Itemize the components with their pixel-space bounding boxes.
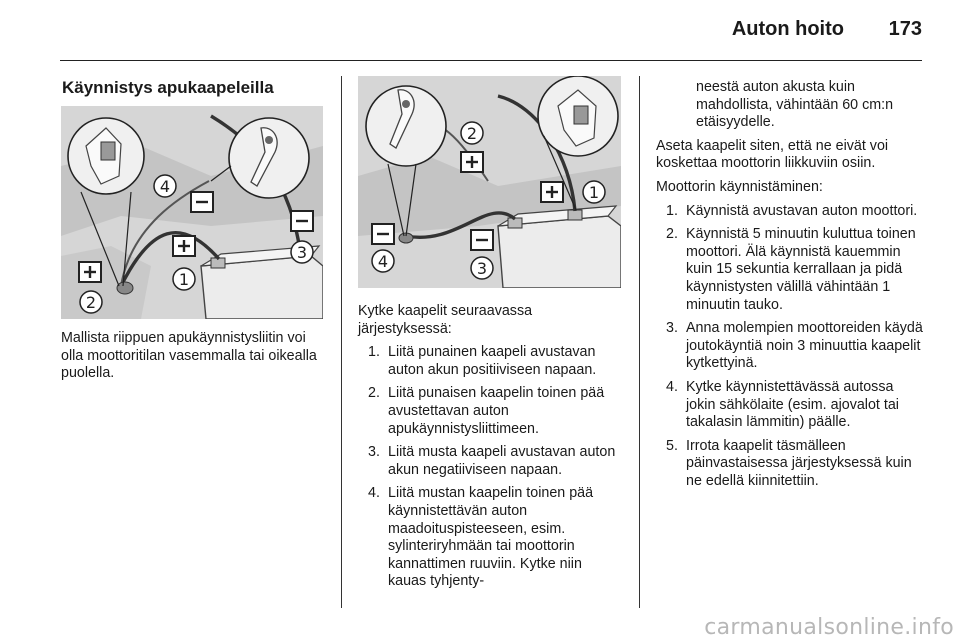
page-number: 173 <box>888 18 922 40</box>
figure1-label-3: 3 <box>296 243 308 262</box>
step-text: Liitä mustan kaapelin toinen pää käynnistettävän auton maadoituspisteeseen, esim. sylinteriryhmään tai moottorin kannattimen ruuviin. Kytke niin kauas tyhjenty- <box>388 485 594 590</box>
section-title: Käynnistys apukaapeleilla <box>62 78 274 97</box>
connection-step <box>368 344 623 379</box>
header-rule <box>60 60 922 61</box>
step-number: 4. <box>368 485 380 502</box>
connector-location-note: Mallista riippuen apukäynnistysliitin voi olla moottoritilan vasemmalla tai oikealla puolella. <box>61 330 317 382</box>
figure1-label-4: 4 <box>159 177 171 196</box>
page-header <box>60 0 922 62</box>
figure2-label-2: 2 <box>466 124 478 143</box>
engine-start-heading: Moottorin käynnistäminen: <box>656 178 823 195</box>
connection-step <box>368 485 623 591</box>
connection-step <box>368 385 623 438</box>
step-text: Irrota kaapelit täsmälleen päinvastaisessa järjestyksessä kuin ne edellä kiinnitettiin. <box>686 437 912 489</box>
figure2-label-1: 1 <box>588 183 600 202</box>
step-text: Anna molempien moottoreiden käydä joutokäyntiä noin 3 minuuttia kaapelit kytkettyinä. <box>686 320 923 372</box>
cable-placement-note: Aseta kaapelit siten, että ne eivät voi koskettaa moottorin liikkuviin osiin. <box>656 137 889 172</box>
step-text: Kytke käynnistettävässä autossa jokin sähkölaite (esim. ajovalot tai takalasin lämmitin) päälle. <box>686 378 899 431</box>
column-divider-right <box>639 76 640 608</box>
column-1-text <box>61 330 323 383</box>
connection-step <box>368 444 623 479</box>
start-step <box>666 320 924 373</box>
start-step <box>666 226 924 314</box>
step-number: 1. <box>666 202 678 219</box>
step-text: Liitä punaisen kaapelin toinen pää avustettavan auton apukäynnistysliittimeen. <box>388 385 605 437</box>
step-number: 2. <box>368 385 380 402</box>
jump-start-figure-2 <box>358 76 621 288</box>
start-step <box>666 379 924 432</box>
step-number: 4. <box>666 378 678 395</box>
figure2-label-4: 4 <box>377 252 389 271</box>
start-step <box>666 438 924 491</box>
step-text: Käynnistä 5 minuutin kuluttua toinen moottori. Älä käynnistä kauemmin kuin 15 sekuntia kerrallaan ja pidä käynnistysten välillä vähintään 1 minuutin tauko. <box>686 226 916 313</box>
column-3-text <box>656 79 924 490</box>
start-step <box>666 203 924 221</box>
figure2-label-3: 3 <box>476 259 488 278</box>
column-2-text <box>358 303 623 591</box>
step-text: Käynnistä avustavan auton moottori. <box>686 202 918 219</box>
step-number: 5. <box>666 437 678 454</box>
header-title: Auton hoito <box>731 18 844 40</box>
connection-steps <box>358 344 623 591</box>
jump-start-figure-1 <box>61 106 323 319</box>
step-text: Liitä musta kaapeli avustavan auton akun negatiiviseen napaan. <box>388 444 616 478</box>
figure1-label-1: 1 <box>178 270 190 289</box>
step-number: 1. <box>368 344 380 361</box>
watermark: carmanualsonline.info <box>704 615 954 640</box>
step-number: 2. <box>666 226 678 243</box>
column-divider-left <box>341 76 342 608</box>
engine-start-steps <box>656 203 924 491</box>
connection-order-intro: Kytke kaapelit seuraavassa järjestyksessä: <box>358 303 533 337</box>
figure1-label-2: 2 <box>85 293 97 312</box>
step-continuation: neestä auton akusta kuin mahdollista, vähintään 60 cm:n etäisyydelle. <box>696 79 894 131</box>
step-text: Liitä punainen kaapeli avustavan auton akun positiiviseen napaan. <box>388 344 597 378</box>
step-number: 3. <box>368 444 380 461</box>
step-number: 3. <box>666 320 678 337</box>
